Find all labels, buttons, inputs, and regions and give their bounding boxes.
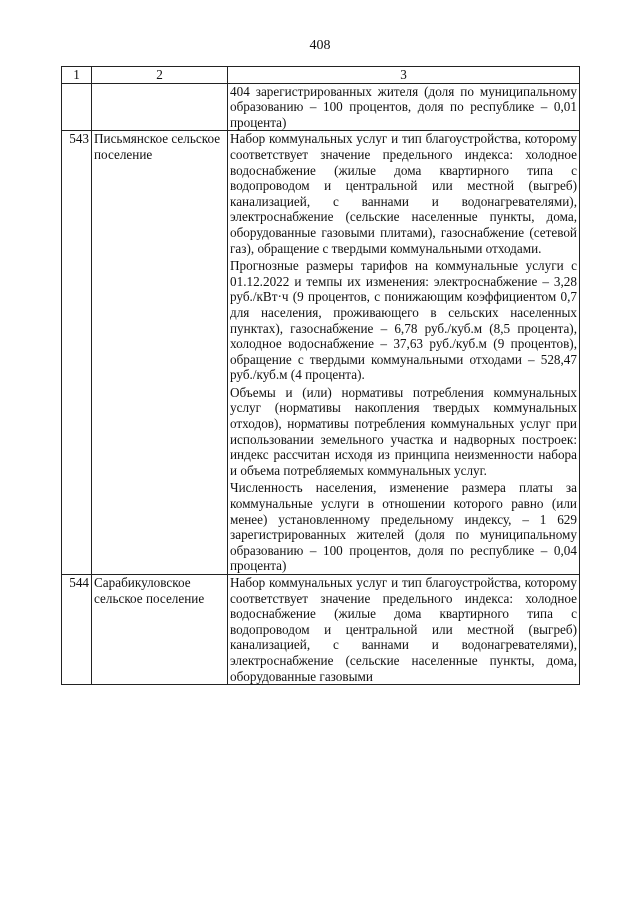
row-number: 544 [62,575,92,685]
settlement-name-cell [92,83,228,131]
row-number-cell [62,83,92,131]
tariff-table [61,66,580,685]
header-col-2: 2 [92,67,228,84]
tariffs-text: Прогнозные размеры тарифов на коммунальные услуги с 01.12.2022 и темпы их изменения: электроснабжение – 3,28 руб./кВт·ч (9 процентов, с понижающим коэффициентом 0,7 для населения, проживающего в сельских населенных пунктах), газоснабжение – 6,78 руб./куб.м (8,5 процента), холодное водоснабжение – 37,63 руб./куб.м (9 процентов), обращение с твердыми коммунальными отходами – 528,47 руб./куб.м (4 процента). [230,258,577,383]
content-cell [228,83,580,131]
content-cell [228,575,580,685]
services-set-text: Набор коммунальных услуг и тип благоустройства, которому соответствует значение предельного индекса: холодное водоснабжение (жилые дома квартирного типа с водопроводом и центральной или местной (выгреб) канализацией, с ваннами и водонагревателями), электроснабжение (сельские населенные пункты, дома, оборудованные газовыми [230,575,577,684]
population-text: 404 зарегистрированных жителя (доля по муниципальному образованию – 100 процентов, доля по республике – 0,01 процента) [230,83,577,130]
header-col-3: 3 [228,67,580,84]
settlement-name: Сарабикуловское сельское поселение [92,575,228,685]
header-col-1: 1 [62,67,92,84]
services-set-text: Набор коммунальных услуг и тип благоустройства, которому соответствует значение предельного индекса: холодное водоснабжение (жилые дома квартирного типа с водопроводом и центральной или местной (выгреб) канализацией, с ваннами и водонагревателями), электроснабжение (сельские населенные пункты, дома, оборудованные газовыми плитами), газоснабжение (сетевой газ), обращение с твердыми коммунальными отходами. [230,131,577,256]
page-number: 408 [309,38,331,53]
row-number: 543 [62,131,92,575]
table-header-row [62,67,580,84]
volumes-text: Объемы и (или) нормативы потребления коммунальных услуг (нормативы накопления твердых коммунальных отходов), нормативы потребления коммунальных услуг при использовании земельного участка и надворных построек: индекс рассчитан исходя из принципа неизменности набора и объема потребляемых коммунальных услуг. [230,384,577,478]
population-text: Численность населения, изменение размера платы за коммунальные услуги в отношении которого равно (или менее) установленному предельному индексу, – 1 629 зарегистрированных жителей (доля по муниципальному образованию – 100 процентов, доля по республике – 0,04 процента) [230,480,577,574]
settlement-name: Письмянское сельское поселение [92,131,228,575]
table-row-543 [62,131,580,575]
table-row-544 [62,575,580,685]
table-row-continued [62,83,580,131]
content-cell [228,131,580,575]
